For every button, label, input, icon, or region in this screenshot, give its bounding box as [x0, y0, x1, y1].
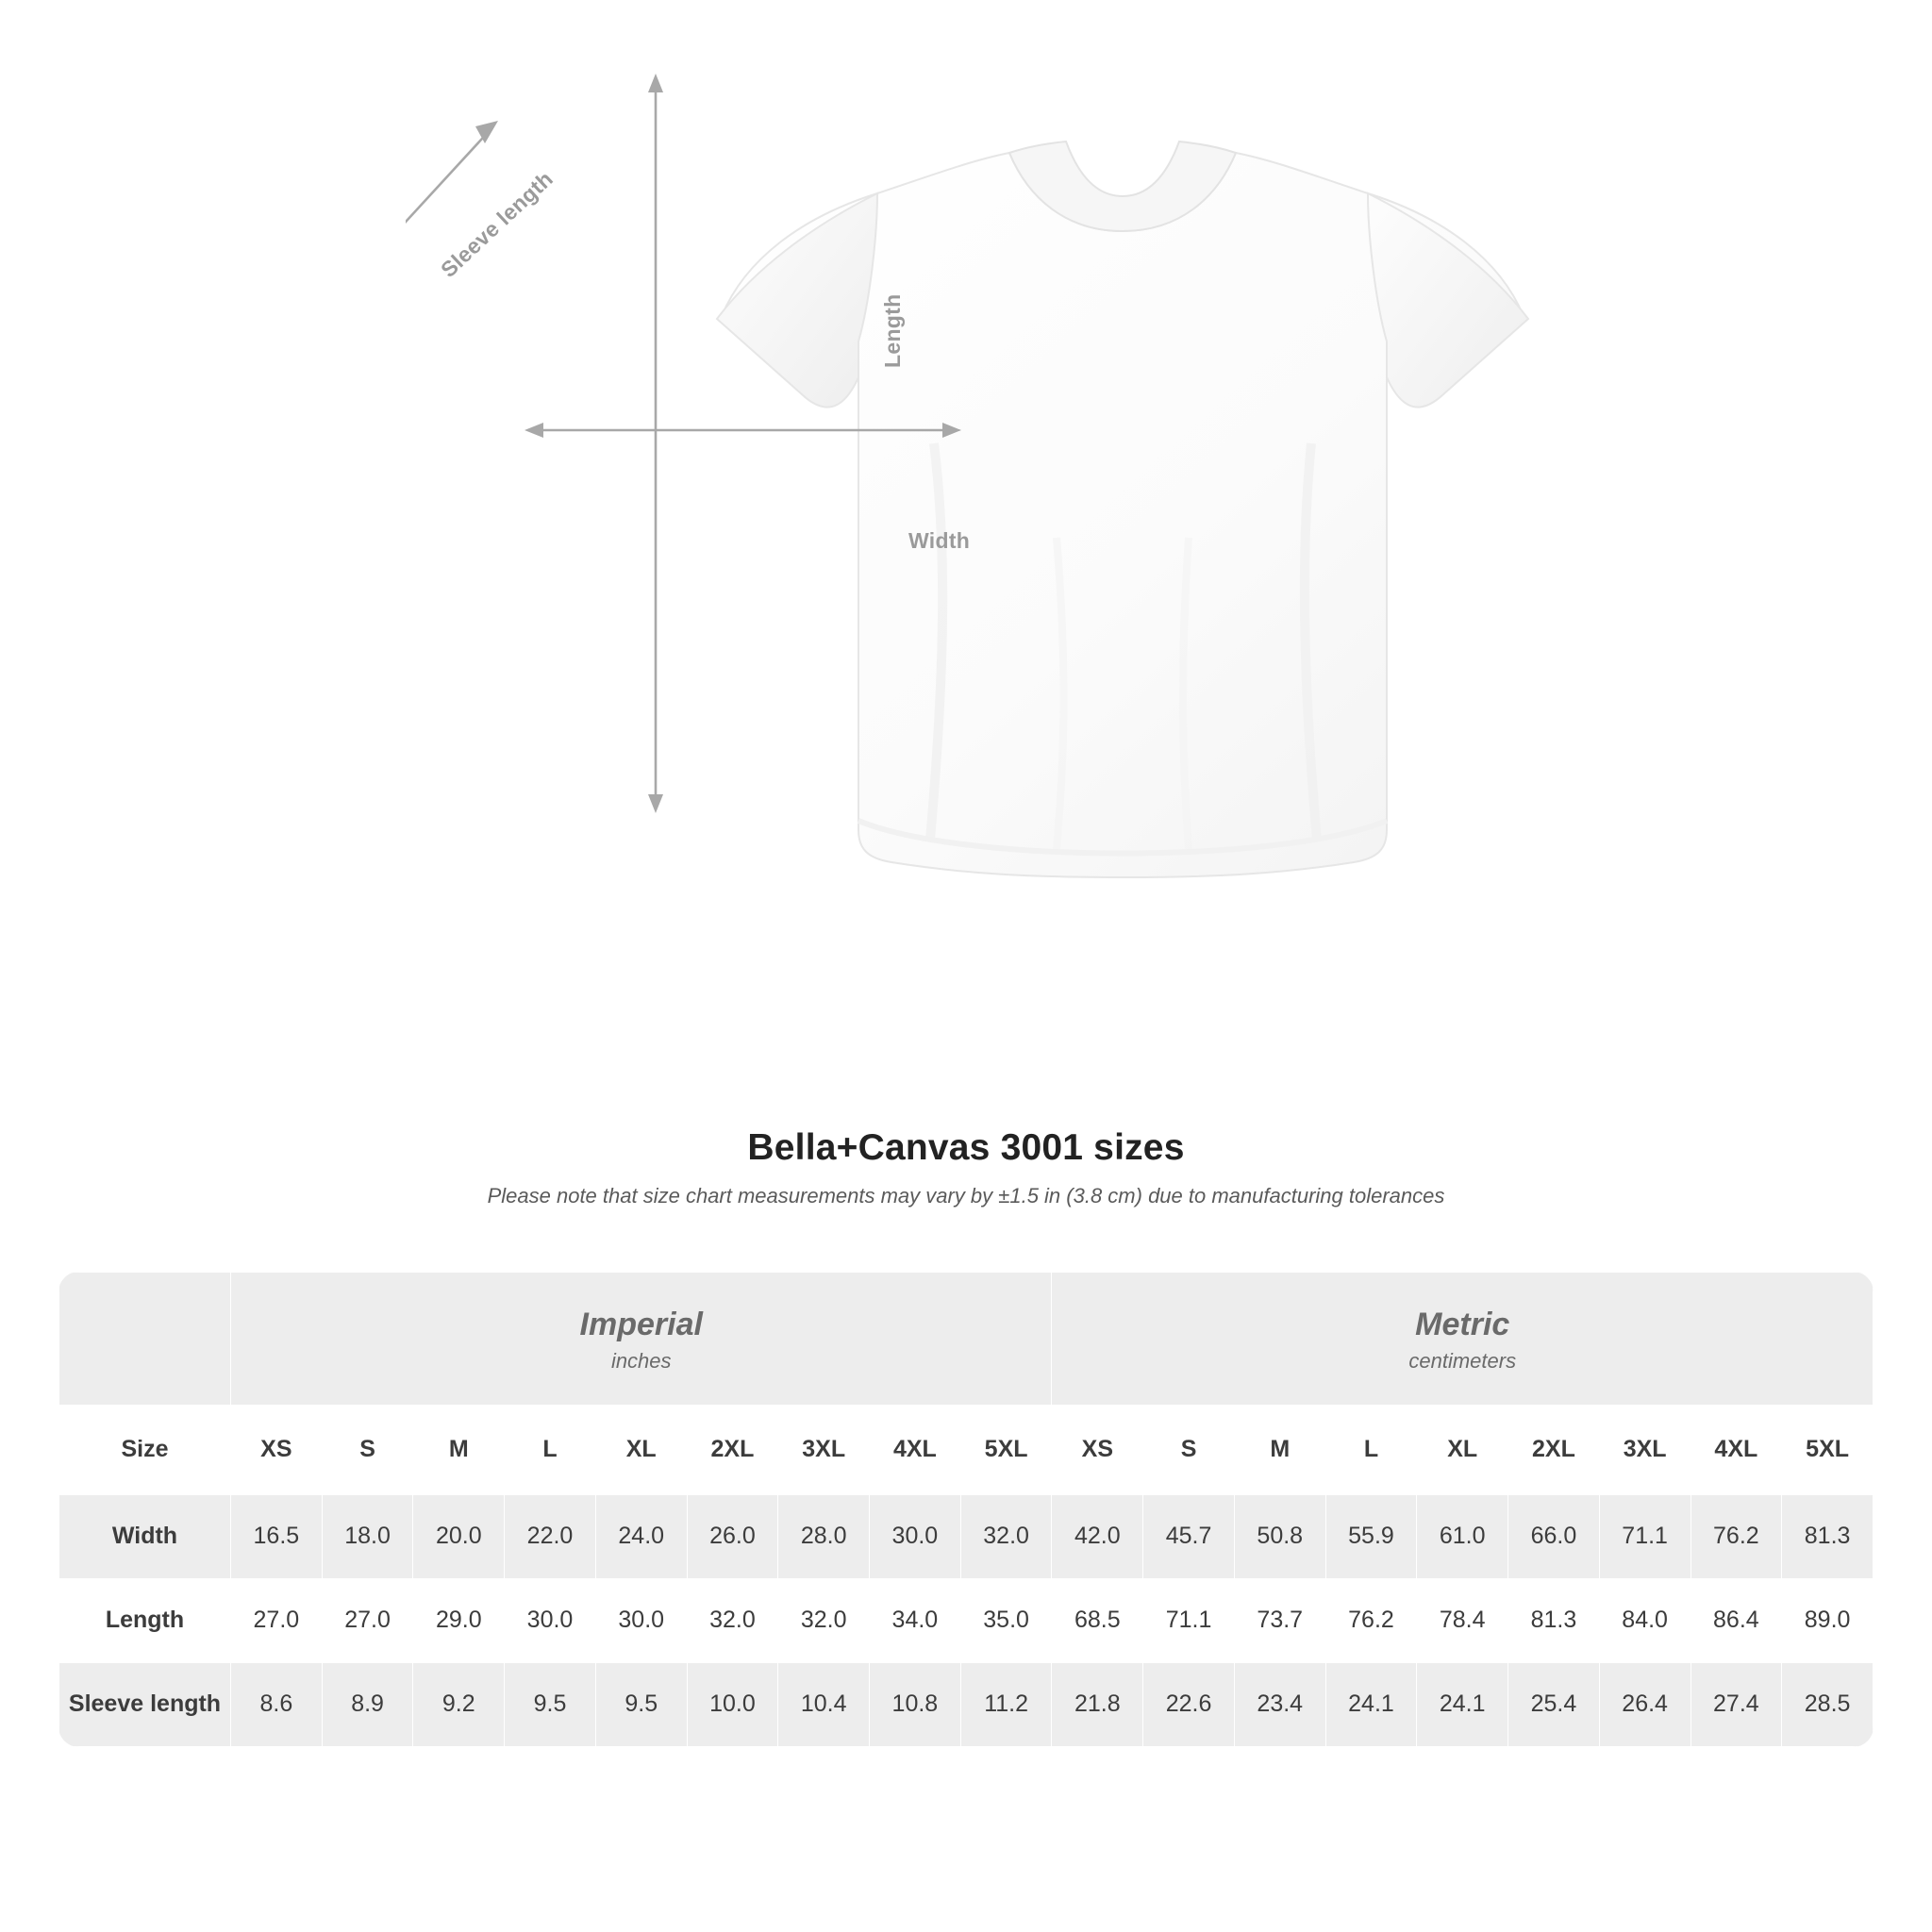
- cell-length: 81.3: [1508, 1578, 1600, 1662]
- cell-length: 78.4: [1417, 1578, 1508, 1662]
- cell-width: 16.5: [231, 1494, 323, 1578]
- size-column-header: 3XL: [1599, 1405, 1690, 1494]
- unit-name-metric: Metric: [1415, 1307, 1510, 1342]
- size-column-header: 5XL: [1782, 1405, 1874, 1494]
- cell-length: 30.0: [595, 1578, 687, 1662]
- cell-length: 84.0: [1599, 1578, 1690, 1662]
- unit-header-imperial: [231, 1273, 1052, 1406]
- row-label-sleeve-length: Sleeve length: [59, 1662, 231, 1746]
- cell-sleeve-length: 10.0: [687, 1662, 778, 1746]
- size-column-header: M: [413, 1405, 505, 1494]
- size-column-header: 2XL: [1508, 1405, 1600, 1494]
- cell-sleeve-length: 26.4: [1599, 1662, 1690, 1746]
- cell-length: 32.0: [687, 1578, 778, 1662]
- cell-length: 35.0: [960, 1578, 1052, 1662]
- size-column-header: M: [1234, 1405, 1325, 1494]
- size-column-header: S: [322, 1405, 413, 1494]
- cell-length: 29.0: [413, 1578, 505, 1662]
- size-header-label: Size: [59, 1405, 231, 1494]
- cell-sleeve-length: 9.5: [505, 1662, 596, 1746]
- unit-header-metric: [1052, 1273, 1874, 1406]
- cell-width: 55.9: [1325, 1494, 1417, 1578]
- size-column-header: XS: [231, 1405, 323, 1494]
- cell-sleeve-length: 28.5: [1782, 1662, 1874, 1746]
- cell-width: 42.0: [1052, 1494, 1143, 1578]
- cell-width: 76.2: [1690, 1494, 1782, 1578]
- cell-length: 32.0: [778, 1578, 870, 1662]
- cell-width: 18.0: [322, 1494, 413, 1578]
- cell-width: 50.8: [1234, 1494, 1325, 1578]
- cell-width: 26.0: [687, 1494, 778, 1578]
- cell-length: 71.1: [1143, 1578, 1235, 1662]
- cell-width: 71.1: [1599, 1494, 1690, 1578]
- cell-width: 61.0: [1417, 1494, 1508, 1578]
- size-column-header: 4XL: [870, 1405, 961, 1494]
- size-column-header: 3XL: [778, 1405, 870, 1494]
- cell-sleeve-length: 27.4: [1690, 1662, 1782, 1746]
- page-title: Bella+Canvas 3001 sizes: [747, 1127, 1185, 1168]
- cell-length: 27.0: [231, 1578, 323, 1662]
- cell-width: 22.0: [505, 1494, 596, 1578]
- row-label-width: Width: [59, 1494, 231, 1578]
- cell-sleeve-length: 9.2: [413, 1662, 505, 1746]
- cell-width: 28.0: [778, 1494, 870, 1578]
- title-block: [0, 1127, 1932, 1208]
- cell-sleeve-length: 25.4: [1508, 1662, 1600, 1746]
- size-column-header: L: [1325, 1405, 1417, 1494]
- cell-width: 24.0: [595, 1494, 687, 1578]
- cell-length: 68.5: [1052, 1578, 1143, 1662]
- table-row: [59, 1578, 1874, 1662]
- unit-header-row: [59, 1273, 1874, 1406]
- cell-sleeve-length: 8.9: [322, 1662, 413, 1746]
- cell-sleeve-length: 10.8: [870, 1662, 961, 1746]
- cell-sleeve-length: 23.4: [1234, 1662, 1325, 1746]
- row-label-length: Length: [59, 1578, 231, 1662]
- size-column-header: XL: [595, 1405, 687, 1494]
- cell-sleeve-length: 24.1: [1325, 1662, 1417, 1746]
- cell-sleeve-length: 22.6: [1143, 1662, 1235, 1746]
- cell-sleeve-length: 21.8: [1052, 1662, 1143, 1746]
- cell-width: 30.0: [870, 1494, 961, 1578]
- size-column-header: XS: [1052, 1405, 1143, 1494]
- cell-sleeve-length: 8.6: [231, 1662, 323, 1746]
- length-dimension-label: Length: [880, 293, 905, 368]
- size-column-header: 2XL: [687, 1405, 778, 1494]
- size-column-header: XL: [1417, 1405, 1508, 1494]
- cell-width: 81.3: [1782, 1494, 1874, 1578]
- cell-width: 20.0: [413, 1494, 505, 1578]
- size-column-header: L: [505, 1405, 596, 1494]
- cell-length: 86.4: [1690, 1578, 1782, 1662]
- t-shirt-svg: [406, 66, 1538, 1057]
- size-header-row: [59, 1405, 1874, 1494]
- size-table: [58, 1272, 1874, 1747]
- unit-name-imperial: Imperial: [579, 1307, 703, 1342]
- size-column-header: S: [1143, 1405, 1235, 1494]
- cell-length: 76.2: [1325, 1578, 1417, 1662]
- width-dimension-label: Width: [908, 528, 971, 553]
- cell-length: 27.0: [322, 1578, 413, 1662]
- sleeve-length-dimension-label: Sleeve length: [436, 166, 558, 283]
- t-shirt-illustration: [406, 66, 1538, 1057]
- size-column-header: 5XL: [960, 1405, 1052, 1494]
- unit-header-spacer: [59, 1273, 231, 1406]
- table-row: [59, 1494, 1874, 1578]
- unit-sub-imperial: inches: [610, 1348, 672, 1373]
- cell-length: 30.0: [505, 1578, 596, 1662]
- cell-length: 89.0: [1782, 1578, 1874, 1662]
- size-table-container: [58, 1272, 1874, 1747]
- cell-length: 73.7: [1234, 1578, 1325, 1662]
- cell-sleeve-length: 24.1: [1417, 1662, 1508, 1746]
- table-row: [59, 1662, 1874, 1746]
- unit-sub-metric: centimeters: [1408, 1348, 1517, 1373]
- cell-sleeve-length: 9.5: [595, 1662, 687, 1746]
- cell-width: 66.0: [1508, 1494, 1600, 1578]
- cell-sleeve-length: 11.2: [960, 1662, 1052, 1746]
- cell-width: 45.7: [1143, 1494, 1235, 1578]
- cell-length: 34.0: [870, 1578, 961, 1662]
- tolerance-note: Please note that size chart measurements may vary by ±1.5 in (3.8 cm) due to manufacturing tolerances: [487, 1184, 1445, 1208]
- cell-width: 32.0: [960, 1494, 1052, 1578]
- size-column-header: 4XL: [1690, 1405, 1782, 1494]
- cell-sleeve-length: 10.4: [778, 1662, 870, 1746]
